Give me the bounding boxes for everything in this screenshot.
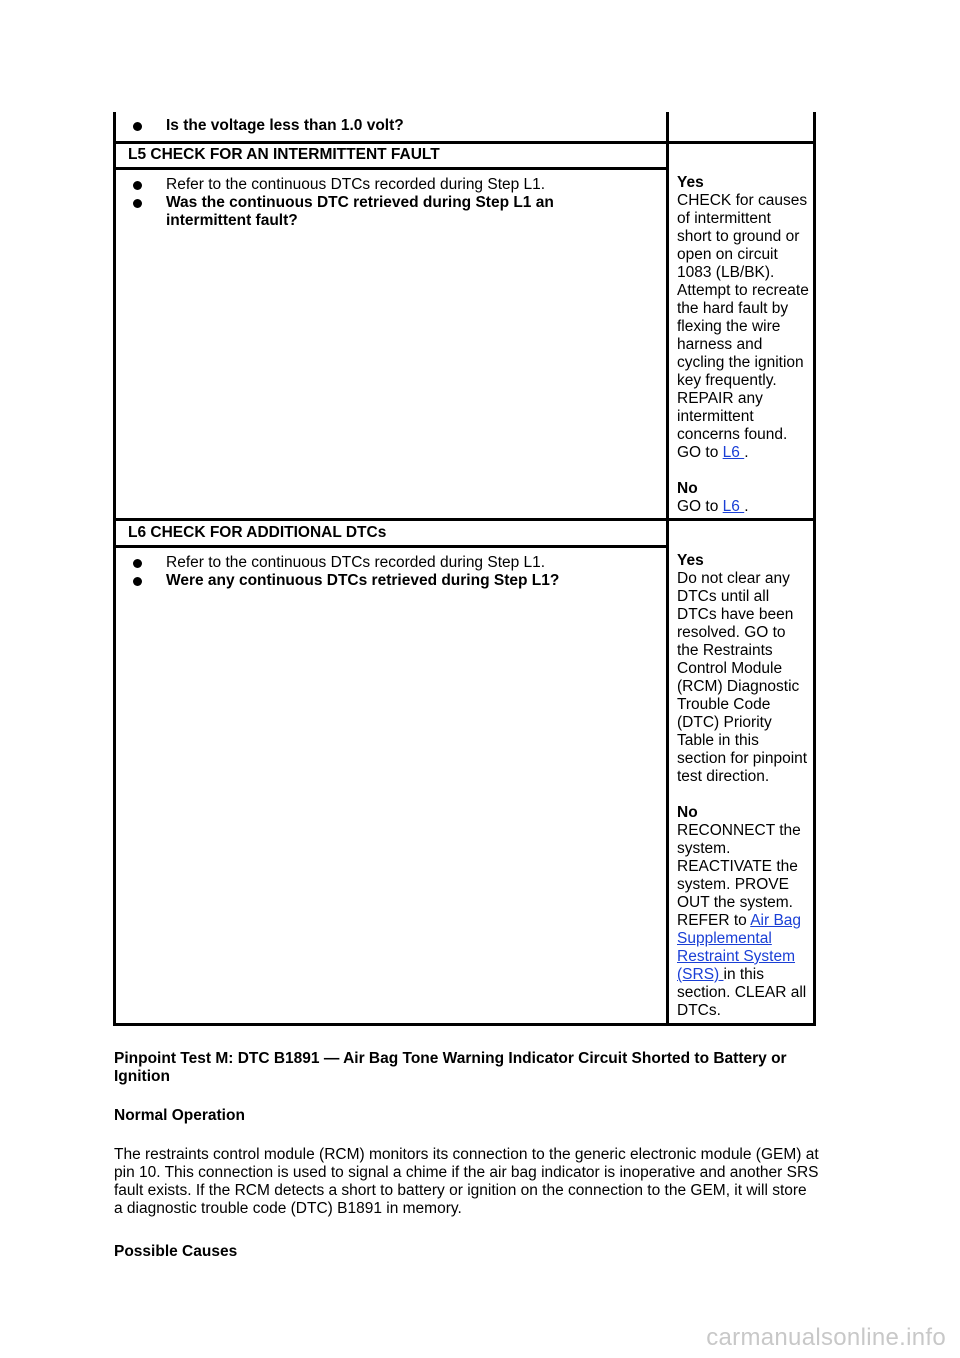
step-heading-l6: L6 CHECK FOR ADDITIONAL DTCs	[128, 524, 387, 541]
l6-heading-divider	[113, 545, 669, 548]
row-divider-l6	[113, 518, 816, 521]
result-text-line: system.	[677, 840, 731, 857]
result-text-line: DTCs.	[677, 1002, 721, 1019]
l6-refer-line	[677, 912, 815, 930]
result-text-line: key frequently.	[677, 372, 777, 389]
bullet-icon	[133, 122, 142, 131]
srs-link-line1[interactable]: Air Bag	[750, 912, 802, 929]
l6-no-text	[677, 822, 815, 912]
result-text-line: RECONNECT the	[677, 822, 801, 839]
step-heading-l5: L5 CHECK FOR AN INTERMITTENT FAULT	[128, 146, 440, 163]
result-text-line: Control Module	[677, 660, 783, 677]
result-text-line: short to ground or	[677, 228, 800, 245]
goto-l6-link[interactable]: L6	[722, 444, 745, 461]
paragraph-line: a diagnostic trouble code (DTC) B1891 in memory.	[114, 1200, 462, 1217]
link-suffix: in this	[723, 966, 764, 983]
l5-heading-divider	[113, 167, 669, 170]
l6-no-label: No	[677, 804, 698, 821]
result-text-line: 1083 (LB/BK).	[677, 264, 775, 281]
l5-result-column	[677, 174, 815, 516]
normal-operation-paragraph	[114, 1146, 849, 1218]
result-text-line: cycling the ignition	[677, 354, 804, 371]
site-watermark: carmanualsonline.info	[706, 1324, 946, 1351]
result-text-line: Do not clear any	[677, 570, 790, 587]
normal-operation-heading: Normal Operation	[114, 1107, 245, 1124]
result-text-line: CHECK for causes	[677, 192, 808, 209]
bullet-icon	[133, 577, 142, 586]
l5-no-label: No	[677, 480, 698, 497]
result-text-line: Table in this	[677, 732, 759, 749]
result-text-line: REACTIVATE the	[677, 858, 798, 875]
result-text-line: intermittent	[677, 408, 754, 425]
bullet-icon	[133, 559, 142, 568]
bullet-icon	[133, 199, 142, 208]
goto-suffix: .	[744, 498, 749, 515]
table-border-middle	[666, 112, 669, 1026]
l6-yes-text	[677, 570, 815, 786]
l5-yes-text	[677, 192, 815, 444]
paragraph-line: pin 10. This connection is used to signal a chime if the air bag indicator is inoperative and another SRS	[114, 1164, 819, 1181]
l5-yes-goto	[677, 444, 815, 462]
result-text-line: the Restraints	[677, 642, 773, 659]
l6-question: Were any continuous DTCs retrieved during Step L1?	[166, 572, 560, 589]
l5-no-goto	[677, 498, 815, 516]
result-text-line: resolved. GO to	[677, 624, 786, 641]
goto-suffix: .	[744, 444, 749, 461]
table-border-bottom	[113, 1023, 816, 1026]
result-text-line: (RCM) Diagnostic	[677, 678, 800, 695]
result-text-line: flexing the wire	[677, 318, 781, 335]
refer-prefix: REFER to	[677, 912, 751, 929]
result-text-line: of intermittent	[677, 210, 771, 227]
result-text-line: OUT the system.	[677, 894, 793, 911]
srs-link-line3[interactable]: Restraint System	[677, 948, 796, 965]
result-text-line: system. PROVE	[677, 876, 789, 893]
result-text-line: the hard fault by	[677, 300, 789, 317]
goto-prefix: GO to	[677, 498, 723, 515]
l6-instruction: Refer to the continuous DTCs recorded during Step L1.	[166, 554, 546, 571]
goto-l6-link[interactable]: L6	[722, 498, 745, 515]
table-border-left	[113, 112, 116, 1026]
l5-question-line2: intermittent fault?	[166, 212, 298, 229]
result-text-line: section for pinpoint	[677, 750, 808, 767]
result-text-line: open on circuit	[677, 246, 778, 263]
result-text-line: Attempt to recreate	[677, 282, 809, 299]
l5-yes-label: Yes	[677, 174, 704, 191]
paragraph-line: fault exists. If the RCM detects a short to battery or ignition on the connection to the GEM, it will store	[114, 1182, 807, 1199]
pinpoint-title-line2: Ignition	[114, 1068, 170, 1085]
result-text-line: REPAIR any	[677, 390, 763, 407]
result-text-line: harness and	[677, 336, 763, 353]
srs-link-row	[677, 930, 815, 948]
possible-causes-heading: Possible Causes	[114, 1243, 238, 1260]
paragraph-line: The restraints control module (RCM) monitors its connection to the generic electronic module (GEM) at	[114, 1146, 819, 1163]
bullet-icon	[133, 181, 142, 190]
result-text-line: section. CLEAR all	[677, 984, 807, 1001]
l6-result-column	[677, 552, 815, 1020]
result-text-line: DTCs until all	[677, 588, 770, 605]
l6-no-tail-text	[677, 984, 815, 1020]
l5-question-line1: Was the continuous DTC retrieved during Step L1 an	[166, 194, 554, 211]
srs-link-line2[interactable]: Supplemental	[677, 930, 772, 947]
l5-instruction: Refer to the continuous DTCs recorded during Step L1.	[166, 176, 546, 193]
goto-prefix: GO to	[677, 444, 723, 461]
l6-yes-label: Yes	[677, 552, 704, 569]
result-text-line: test direction.	[677, 768, 770, 785]
result-text-line: concerns found.	[677, 426, 788, 443]
result-text-line: (DTC) Priority	[677, 714, 772, 731]
question-l4: Is the voltage less than 1.0 volt?	[166, 117, 404, 134]
result-text-line: DTCs have been	[677, 606, 794, 623]
srs-link-line4[interactable]: (SRS)	[677, 966, 724, 983]
row-divider-l5	[113, 141, 816, 144]
srs-link-row	[677, 966, 815, 984]
result-text-line: Trouble Code	[677, 696, 771, 713]
srs-link-row	[677, 948, 815, 966]
pinpoint-title-line1: Pinpoint Test M: DTC B1891 — Air Bag Tone Warning Indicator Circuit Shorted to Battery or	[114, 1050, 787, 1067]
